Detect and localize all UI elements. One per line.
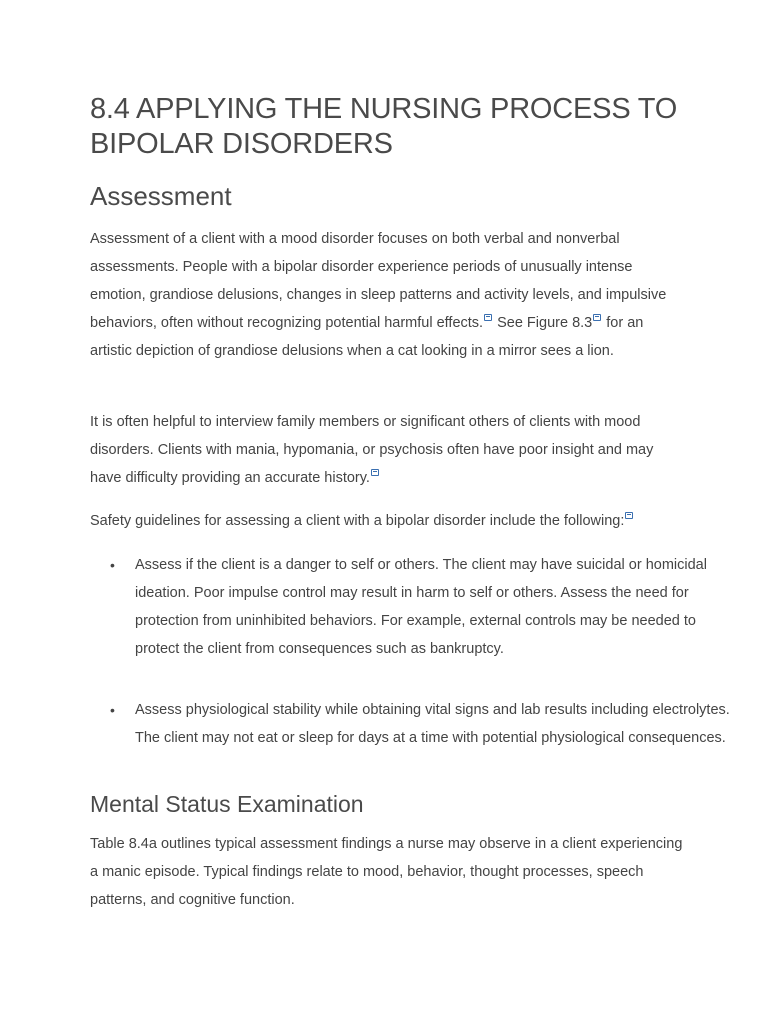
safety-guidelines-list	[90, 551, 731, 663]
assessment-paragraph-1	[90, 225, 686, 365]
page-title: 8.4 APPLYING THE NURSING PROCESS TO BIPOLAR DISORDERS	[90, 93, 678, 160]
paragraph-text: Assessment of a client with a mood disorder focuses on both verbal and nonverbal assessments. People with a bipolar disorder experience periods of unusually intense emotion, grandiose delusions, changes in sleep patterns and activity levels, and impulsive behaviors, often without recognizing potential harmful effects.	[90, 231, 667, 331]
paragraph-text: It is often helpful to interview family members or significant others of clients with mood disorders. Clients with mania, hypomania, or psychosis often have poor insight and may have difficulty providing an accurate history.	[90, 414, 654, 486]
assessment-heading: Assessment	[90, 181, 232, 211]
footnote-link-icon[interactable]	[625, 512, 633, 519]
paragraph-text: Safety guidelines for assessing a client with a bipolar disorder include the following:	[90, 513, 625, 529]
paragraph-text: for an artistic depiction of grandiose delusions when a cat looking in a mirror sees a lion.	[90, 315, 644, 359]
safety-guidelines-list	[90, 696, 731, 752]
list-item-text: Assess physiological stability while obtaining vital signs and lab results including electrolytes. The client may not eat or sleep for days at a time with potential physiological consequences.	[135, 702, 730, 746]
list-item	[110, 696, 731, 752]
bullet-icon: •	[110, 702, 115, 718]
footnote-link-icon[interactable]	[593, 314, 601, 321]
assessment-paragraph-2	[90, 408, 686, 492]
mental-status-paragraph: Table 8.4a outlines typical assessment findings a nurse may observe in a client experiencing a manic episode. Typical findings relate to mood, behavior, thought processes, speech patterns, and cognitive function.	[90, 836, 683, 908]
list-item-text: Assess if the client is a danger to self or others. The client may have suicidal or homicidal ideation. Poor impulse control may result in harm to self or others. Assess the need for protection from uninhibited behaviors. For example, external controls may be needed to protect the client from consequences such as bankruptcy.	[135, 557, 707, 657]
assessment-paragraph-3	[90, 507, 686, 535]
bullet-icon: •	[110, 557, 115, 573]
paragraph-text: See Figure 8.3	[493, 315, 593, 331]
footnote-link-icon[interactable]	[484, 314, 492, 321]
footnote-link-icon[interactable]	[371, 469, 379, 476]
list-item	[110, 551, 731, 663]
mental-status-heading: Mental Status Examination	[90, 791, 364, 817]
